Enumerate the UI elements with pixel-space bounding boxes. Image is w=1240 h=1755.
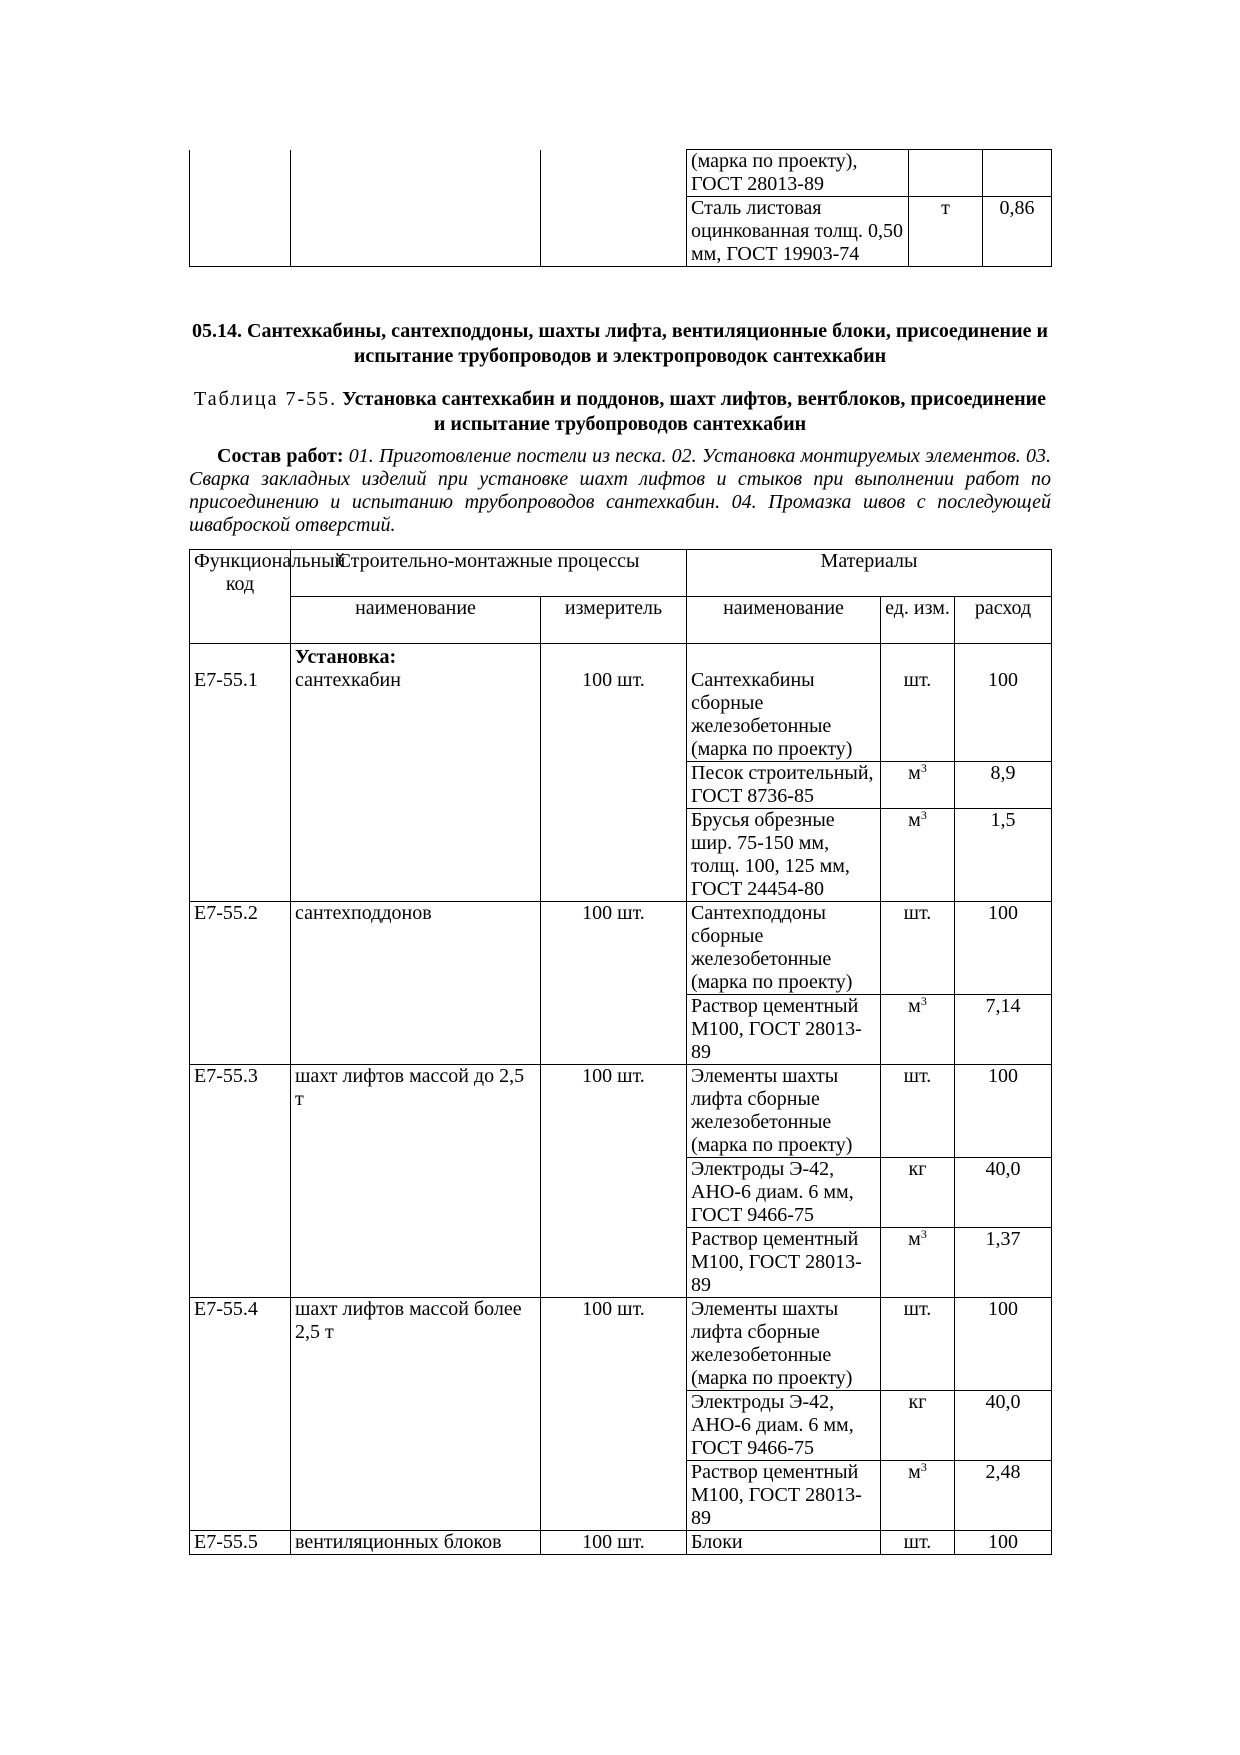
material-qty: 100: [955, 1531, 1052, 1555]
unit-superscript: 3: [920, 1227, 927, 1241]
work-composition: [189, 445, 1051, 537]
row-code: Е7-55.2: [190, 902, 291, 1065]
section-title: 05.14. Сантехкабины, сантехподдоны, шахты лифта, вентиляционные блоки, присоединение и испытание трубопроводов и электропроводок сантехкабин: [192, 320, 1048, 367]
unit-superscript: 3: [920, 994, 927, 1008]
table-row: [190, 1065, 1052, 1158]
material-unit: шт.: [903, 669, 932, 691]
material-unit: м: [908, 1228, 921, 1250]
material-name: Сантехкабины сборные железобетонные (марка по проекту): [691, 669, 853, 760]
work-composition-label: Состав работ:: [217, 445, 344, 467]
header-material-name: наименование: [687, 597, 881, 644]
header-code: Функциональный код: [190, 550, 291, 644]
group-label: Установка:: [295, 646, 397, 668]
material-unit: шт.: [881, 1531, 955, 1555]
header-processes: Строительно-монтажные процессы: [291, 550, 687, 597]
material-name: Электроды Э-42, АНО-6 диам. 6 мм, ГОСТ 9466-75: [687, 1158, 881, 1228]
norms-table: [189, 549, 1052, 1555]
material-qty: 100: [988, 669, 1018, 691]
material-unit: [909, 150, 983, 197]
header-materials: Материалы: [687, 550, 1052, 597]
material-qty: 0,86: [983, 197, 1052, 267]
header-material-qty: расход: [955, 597, 1052, 644]
material-name: Раствор цементный М100, ГОСТ 28013-89: [687, 1461, 881, 1531]
process-meter: 100 шт.: [582, 669, 645, 691]
material-name: Элементы шахты лифта сборные железобетонные (марка по проекту): [687, 1298, 881, 1391]
table-row: [190, 644, 1052, 762]
material-unit: кг: [881, 1391, 955, 1461]
work-composition-text: 01. Приготовление постели из песка. 02. Установка монтируемых элементов. 03. Сварка закладных изделий при установке шахт лифтов и стыков при выполнении работ по присоединению и испытанию трубопроводов сантехкабин. 04. Промазка швов с последующей шваброской отверстий.: [189, 445, 1052, 536]
material-qty: 1,37: [955, 1228, 1052, 1298]
header-process-unit: измеритель: [541, 597, 687, 644]
material-name: Элементы шахты лифта сборные железобетонные (марка по проекту): [687, 1065, 881, 1158]
table-row: [190, 1298, 1052, 1391]
material-name: Электроды Э-42, АНО-6 диам. 6 мм, ГОСТ 9466-75: [687, 1391, 881, 1461]
material-name: Сталь листовая оцинкованная толщ. 0,50 мм, ГОСТ 19903-74: [687, 197, 909, 267]
table-header-row: [190, 597, 1052, 644]
unit-superscript: 3: [920, 1460, 927, 1474]
table-row: [190, 150, 1052, 197]
material-unit: шт.: [881, 1065, 955, 1158]
material-qty: 40,0: [955, 1391, 1052, 1461]
process-meter: 100 шт.: [541, 1531, 687, 1555]
material-name: Раствор цементный М100, ГОСТ 28013-89: [687, 1228, 881, 1298]
process-name: шахт лифтов массой до 2,5 т: [291, 1065, 541, 1298]
table-caption: [189, 387, 1051, 437]
row-code: Е7-55.1: [194, 669, 258, 691]
table-header-row: [190, 550, 1052, 597]
table-caption-label: Таблица 7-55.: [193, 388, 338, 410]
row-code: Е7-55.3: [190, 1065, 291, 1298]
material-name: Песок строительный, ГОСТ 8736-85: [687, 762, 881, 809]
material-qty: 2,48: [955, 1461, 1052, 1531]
material-unit: м: [908, 809, 921, 831]
material-qty: 40,0: [955, 1158, 1052, 1228]
material-unit: м: [908, 995, 921, 1017]
material-unit: шт.: [881, 902, 955, 995]
process-name: вентиляционных блоков: [291, 1531, 541, 1555]
table-row: [190, 1531, 1052, 1555]
row-code: Е7-55.4: [190, 1298, 291, 1531]
material-qty: 100: [955, 902, 1052, 995]
material-qty: 100: [955, 1298, 1052, 1391]
header-process-name: наименование: [291, 597, 541, 644]
table-row: [190, 902, 1052, 995]
material-name: Сантехподдоны сборные железобетонные (марка по проекту): [687, 902, 881, 995]
material-name: (марка по проекту), ГОСТ 28013-89: [687, 150, 909, 197]
material-qty: 1,5: [955, 809, 1052, 902]
header-material-unit: ед. изм.: [881, 597, 955, 644]
unit-superscript: 3: [920, 808, 927, 822]
unit-superscript: 3: [920, 761, 927, 775]
material-unit: м: [908, 1461, 921, 1483]
process-meter: 100 шт.: [541, 1298, 687, 1531]
table-caption-title: Установка сантехкабин и поддонов, шахт лифтов, вентблоков, присоединение и испытание трубопроводов сантехкабин: [342, 388, 1047, 435]
material-qty: 7,14: [955, 995, 1052, 1065]
material-unit: м: [908, 762, 921, 784]
material-qty: 8,9: [955, 762, 1052, 809]
process-meter: 100 шт.: [541, 902, 687, 1065]
material-name: Брусья обрезные шир. 75-150 мм, толщ. 100, 125 мм, ГОСТ 24454-80: [687, 809, 881, 902]
process-name: сантехкабин: [295, 669, 401, 691]
material-unit: т: [909, 197, 983, 267]
material-name: Раствор цементный М100, ГОСТ 28013-89: [687, 995, 881, 1065]
material-unit: шт.: [881, 1298, 955, 1391]
material-qty: 100: [955, 1065, 1052, 1158]
material-name: Блоки: [687, 1531, 881, 1555]
row-code: Е7-55.5: [190, 1531, 291, 1555]
process-name: сантехподдонов: [291, 902, 541, 1065]
process-name: шахт лифтов массой более 2,5 т: [291, 1298, 541, 1531]
process-meter: 100 шт.: [541, 1065, 687, 1298]
continuation-table: [189, 149, 1052, 267]
material-unit: кг: [881, 1158, 955, 1228]
material-qty: [983, 150, 1052, 197]
